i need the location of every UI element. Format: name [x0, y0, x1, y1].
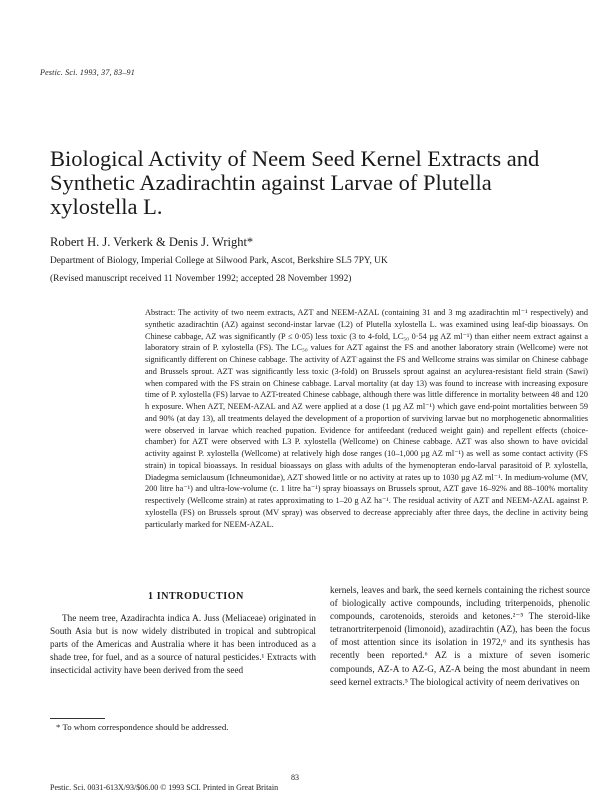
introduction-left-column: The neem tree, Azadirachta indica A. Juss (Meliaceae) originated in South Asia but is now widely distributed in tropical and subtropical parts of the Americas and Australia where it has been introduced as a shade tree, for fuel, and as a source of natural pesticides.¹ Extracts with insecticidal activity have been derived from the seed [50, 613, 316, 675]
section-heading-introduction: 1 INTRODUCTION [148, 591, 244, 602]
correspondence-footnote: * To whom correspondence should be addressed. [56, 722, 229, 732]
introduction-right-column: kernels, leaves and bark, the seed kernels containing the richest source of biologically active compounds, including triterpenoids, phenolic compounds, carotenoids, steroids and ketones.²⁻⁵ The steroid-like tetranortriterpenoid (limonoid), azadirachtin (AZ), has been the focus of most attention since its isolation in 1972,⁶ and its synthesis has recently been reported.⁶ AZ is a mixture of seven isomeric compounds, AZ-A to AZ-G, AZ-A being the most abundant in neem seed kernel extracts.⁵ The biological activity of neem derivatives on [330, 585, 590, 687]
footnote-divider [50, 718, 105, 719]
journal-citation: Pestic. Sci. 1993, 37, 83–91 [40, 68, 135, 77]
page-number: 83 [291, 773, 299, 782]
publication-line: Pestic. Sci. 0031-613X/93/$06.00 © 1993 SCI. Printed in Great Britain [50, 783, 279, 792]
abstract: Abstract: The activity of two neem extracts, AZT and NEEM-AZAL (containing 31 and 3 mg azadirachtin ml⁻¹ respectively) and synthetic azadirachtin (AZ) against second-instar larvae (L2) of Plutella xylostella L. was examined using leaf-dip bioassays. On Chinese cabbage, AZ was significantly (P ≤ 0·05) less toxic (3 to 4-fold, LC₅₀ 0·54 µg AZ ml⁻¹) than either neem extract against a laboratory strain of P. xylostella (FS). The LC₅₀ values for AZT against the FS and another laboratory strain (Wellcome) were not significantly different on Chinese cabbage. The activity of AZT against the FS and Wellcome strains was similar on Chinese cabbage and Brussels sprout. AZT was significantly less toxic (3-fold) on Brussels sprout against an acylurea-resistant field strain (Sawi) when compared with the FS strain on Chinese cabbage. Larval mortality (at day 13) was found to increase with increasing exposure time of P. xylostella (FS) larvae to AZT-treated Chinese cabbage, although there was little difference in mortality between 48 and 120 h exposure. When AZT, NEEM-AZAL and AZ were applied at a dose (1 µg AZ ml⁻¹) which gave end-point mortalities between 59 and 90% (at day 13), all treatments delayed the development of a proportion of surviving larvae but no morphogenetic abnormalities were observed in larvae which reached pupation. Evidence for antifeedant (reduced weight gain) and repellent effects (choice-chamber) for AZT were observed with L3 P. xylostella (Wellcome) on Chinese cabbage. AZT was also shown to have ovicidal activity against P. xylostella (Wellcome) at relatively high dose ranges (10–1,000 µg AZ ml⁻¹) as well as some contact activity (FS strain) in topical bioassays. In residual bioassays on glass with adults of the hymenopteran endo-larval parasitoid of P. xylostella, Diadegma semiclausum (Ichneumonidae), AZT showed little or no activity at rates up to 1030 µg AZ ml⁻¹. In medium-volume (MV, 200 litre ha⁻¹) and ultra-low-volume (c. 1 litre ha⁻¹) spray bioassays on Brussels sprout, AZT gave 16–92% and 88–100% mortality respectively (Wellcome strain) at rates approximating to 1–20 g AZ ha⁻¹. The residual activity of AZT and NEEM-AZAL against P. xylostella (FS) on Brussels sprout (MV spray) was observed to decrease appreciably after three days, the decline in activity being particularly marked for NEEM-AZAL. [145, 308, 588, 529]
authors: Robert H. J. Verkerk & Denis J. Wright* [50, 235, 254, 249]
article-title: Biological Activity of Neem Seed Kernel Extracts and Synthetic Azadirachtin against Larvae of Plutella xylostella L. [50, 146, 540, 219]
received-dates: (Revised manuscript received 11 November 1992; accepted 28 November 1992) [50, 274, 352, 284]
affiliation: Department of Biology, Imperial College at Silwood Park, Ascot, Berkshire SL5 7PY, UK [50, 256, 388, 266]
